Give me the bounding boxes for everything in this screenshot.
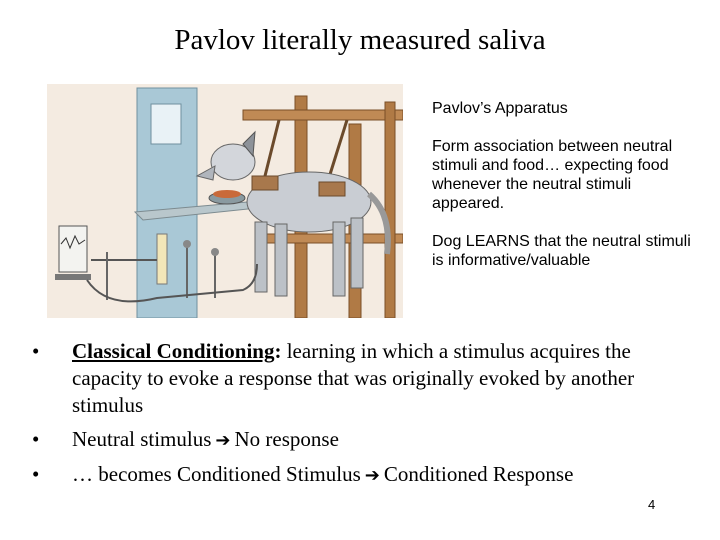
figure-caption (432, 99, 702, 270)
caption-paragraph-learns: Dog LEARNS that the neutral stimuli is informative/valuable (432, 233, 691, 269)
arrow-right-icon: ➔ (215, 430, 231, 451)
bullet-dot: • (32, 339, 40, 363)
bullet-text (72, 461, 690, 489)
bullet-text (72, 426, 690, 454)
bullet-left-text: Neutral stimulus (72, 427, 212, 451)
bullet-classical-conditioning (30, 338, 690, 419)
caption-paragraph-association: Form association between neutral stimuli and food… expecting food whenever the neutral stimuli appeared. (432, 138, 673, 212)
term-colon: : (274, 339, 282, 363)
bullet-right-text: No response (234, 427, 339, 451)
definition-text: learning in which a stimulus acquires the capacity to evoke a response that was originally evoked by another stimulus (72, 339, 635, 417)
bullet-conditioned-stimulus (30, 461, 690, 489)
arrow-right-icon: ➔ (364, 465, 380, 486)
bullet-dot: • (32, 462, 40, 486)
bullet-list (30, 338, 690, 496)
pavlov-apparatus-illustration (47, 84, 403, 318)
page-number: 4 (648, 497, 656, 512)
term-classical-conditioning: Classical Conditioning (72, 339, 275, 363)
caption-title: Pavlov’s Apparatus (432, 100, 568, 117)
bullet-left-text: … becomes Conditioned Stimulus (72, 462, 361, 486)
bullet-right-text: Conditioned Response (383, 462, 574, 486)
bullet-dot: • (32, 427, 40, 451)
bullet-text (72, 338, 690, 419)
bullet-neutral-stimulus (30, 426, 690, 454)
slide-title: Pavlov literally measured saliva (174, 24, 546, 56)
